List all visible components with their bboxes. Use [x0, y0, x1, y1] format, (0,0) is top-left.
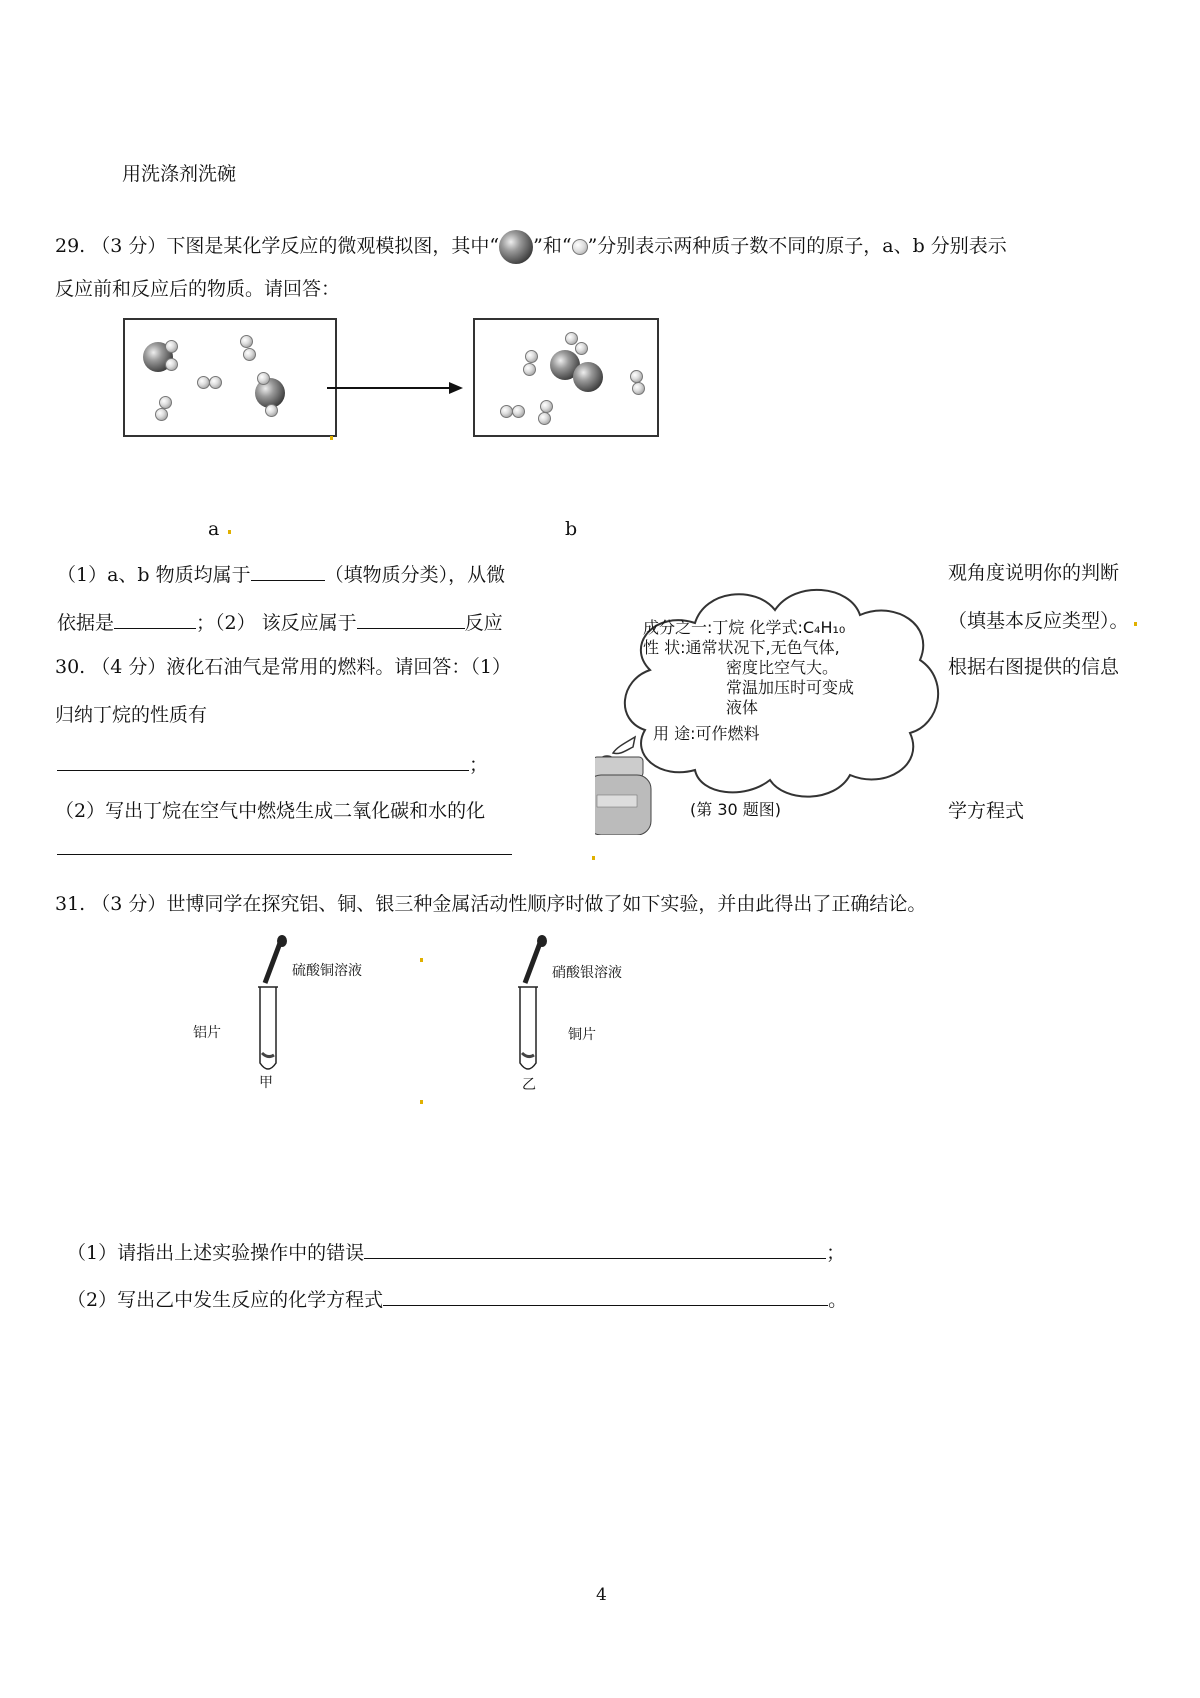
cloud-row1: 成分之一:丁烷 化学式:C₄H₁₀ [643, 618, 846, 637]
tube2-solution: 硝酸银溶液 [552, 965, 622, 981]
q30-answer-line [57, 752, 488, 777]
small-atom [155, 408, 168, 421]
tube1-solution: 硫酸铜溶液 [292, 963, 362, 979]
cloud-row2 [643, 638, 840, 657]
yellow-dot [1134, 622, 1137, 626]
small-atom [538, 412, 551, 425]
butane-figure [595, 575, 955, 835]
small-atom [165, 358, 178, 371]
q31-blank-equation[interactable] [383, 1287, 828, 1306]
q31-line1 [55, 893, 926, 916]
cloud-row6: 用 途:可作燃料 [653, 724, 760, 743]
q30-line2: 归纳丁烷的性质有 [55, 704, 208, 726]
big-atom-icon [499, 230, 533, 264]
q30-equation-line [57, 836, 512, 861]
q30-text-a: 液化石油气是常用的燃料。请回答：（1） [166, 656, 511, 678]
cloud-row2-label: 性 状: [643, 638, 686, 657]
tube2-metal: 铜片 [568, 1027, 596, 1043]
yellow-dot [228, 530, 231, 534]
q31-sub2 [67, 1287, 847, 1312]
small-atom [209, 376, 222, 389]
tube1-label: 甲 [259, 1075, 273, 1091]
yellow-dot [330, 436, 333, 440]
q30-line1 [55, 656, 511, 679]
q30-number: 30. [55, 656, 86, 678]
q31-sub1-text: （1）请指出上述实验操作中的错误 [67, 1242, 365, 1264]
q31-sub2-end: 。 [828, 1289, 848, 1311]
q29-sub2-b: 反应 [464, 612, 503, 634]
q30-semicolon: ； [469, 754, 489, 776]
q30-sub2-a: （2）写出丁烷在空气中燃烧生成二氧化碳和水的化 [55, 800, 486, 822]
figure-caption: (第 30 题图) [690, 800, 782, 819]
reaction-arrow [325, 378, 465, 398]
q29-text-a: 下图是某化学反应的微观模拟图，其中“ [166, 235, 500, 257]
cloud-row4: 常温加压时可变成 [726, 678, 855, 697]
q31-text: 世博同学在探究铝、铜、银三种金属活动性顺序时做了如下实验，并由此得出了正确结论。 [166, 893, 927, 915]
small-atom [525, 350, 538, 363]
yellow-dot [420, 1100, 423, 1104]
small-atom-icon [572, 239, 588, 255]
q31-number: 31. [55, 893, 86, 915]
yellow-dot [592, 856, 595, 860]
q29-blank-reaction-type[interactable] [357, 610, 465, 629]
label-b: b [565, 518, 578, 540]
q29-text-b: ”和“ [533, 235, 572, 257]
small-atom [257, 372, 270, 385]
cloud-row5: 液体 [726, 698, 759, 717]
yellow-dot [420, 958, 423, 962]
q31-sub1 [67, 1240, 845, 1265]
big-atom [573, 362, 603, 392]
reactant-box-a [123, 318, 337, 437]
top-line: 用洗涤剂洗碗 [122, 163, 237, 185]
q30-score: （4 分） [91, 656, 167, 678]
cloud-row3: 密度比空气大。 [726, 658, 839, 677]
q29-sub2-c: （填基本反应类型） [948, 610, 1110, 632]
q30-sub2-b: 学方程式 [948, 800, 1025, 822]
small-atom [523, 363, 536, 376]
q29-sub1-b: （填物质分类），从微 [324, 564, 506, 586]
q31-blank-error[interactable] [364, 1240, 826, 1259]
small-atom [512, 405, 525, 418]
q31-score: （3 分） [91, 893, 167, 915]
q29-sub2-a: ；（2） 该反应属于 [196, 612, 357, 634]
small-atom [240, 335, 253, 348]
q31-sub2-text: （2）写出乙中发生反应的化学方程式 [67, 1289, 384, 1311]
q31-sub1-end: ； [826, 1242, 846, 1264]
q29-blank-reason[interactable] [114, 610, 196, 629]
q29-line1 [55, 230, 1007, 264]
small-atom [630, 370, 643, 383]
test-tube-yi [480, 935, 600, 1095]
q29-sub2 [57, 610, 503, 635]
q30-text-b: 根据右图提供的信息 [948, 656, 1120, 678]
small-atom [632, 382, 645, 395]
cloud-row2-text: 通常状况下,无色气体, [685, 638, 840, 657]
product-box-b [473, 318, 659, 437]
label-a: a [208, 518, 220, 540]
q30-blank-properties[interactable] [57, 752, 469, 771]
q29-score: （3 分） [91, 235, 167, 257]
q30-blank-equation[interactable] [57, 836, 512, 855]
q29-blank-classification[interactable] [251, 562, 325, 581]
q29-line2: 反应前和反应后的物质。请回答： [55, 278, 341, 300]
page-number: 4 [596, 1585, 607, 1605]
q29-sub1 [57, 562, 505, 587]
q29-sub1-d: 依据是 [57, 612, 115, 634]
tube1-metal: 铝片 [193, 1025, 221, 1041]
q29-number: 29. [55, 235, 86, 257]
small-atom [540, 400, 553, 413]
q29-sub2-c-wrap [948, 610, 1129, 633]
q29-sub1-c: 观角度说明你的判断 [948, 562, 1120, 584]
tube2-label: 乙 [522, 1077, 536, 1093]
q29-sub2-end: 。 [1109, 610, 1129, 632]
q29-text-c: ”分别表示两种质子数不同的原子，a、b 分别表示 [587, 235, 1007, 257]
small-atom [243, 348, 256, 361]
q29-sub1-a: （1）a、b 物质均属于 [57, 564, 251, 586]
test-tube-jia [220, 935, 340, 1095]
small-atom [265, 404, 278, 417]
small-atom [165, 340, 178, 353]
small-atom [575, 342, 588, 355]
